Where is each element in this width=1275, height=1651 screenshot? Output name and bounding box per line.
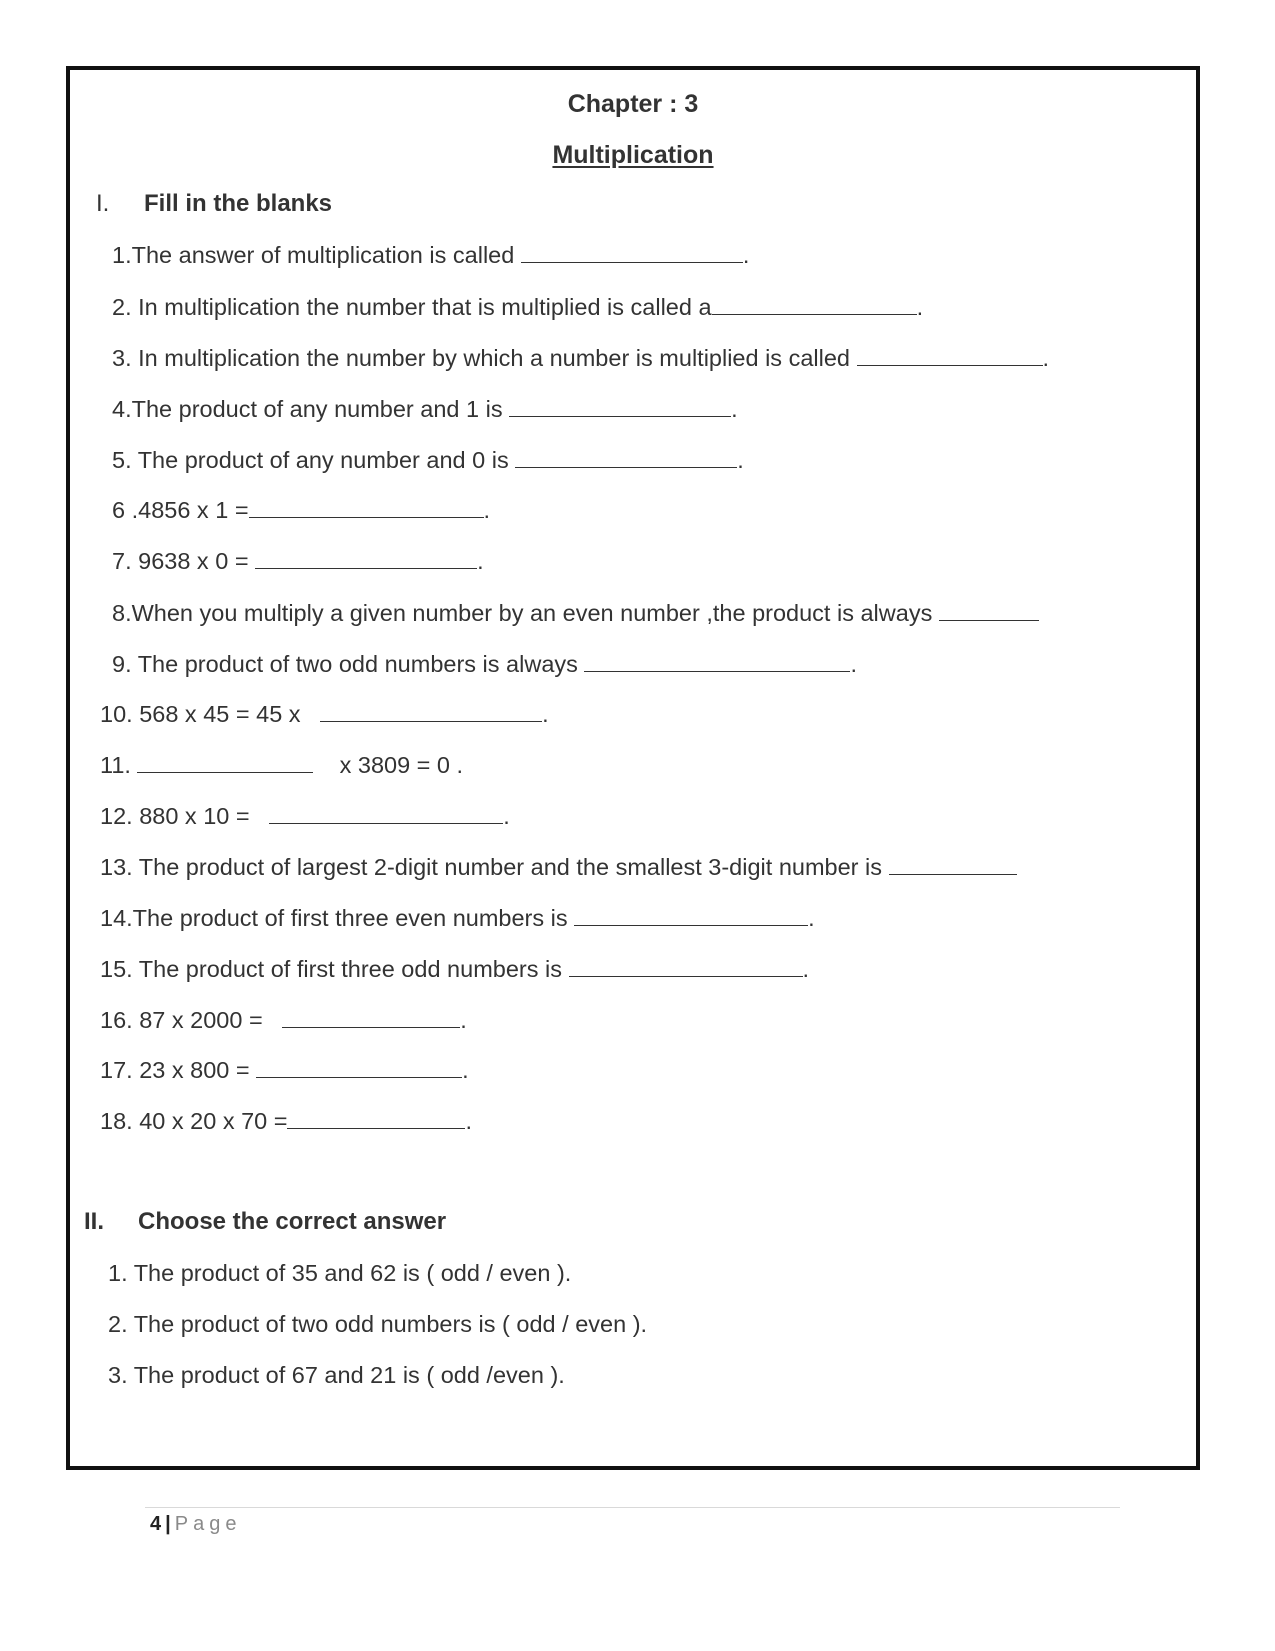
answer-blank[interactable]	[574, 907, 808, 926]
worksheet-frame	[66, 66, 1200, 1470]
answer-blank[interactable]	[256, 1059, 462, 1078]
answer-blank[interactable]	[320, 703, 542, 722]
answer-blank[interactable]	[889, 856, 1017, 875]
question-1-18: 18. 40 x 20 x 70 = .	[100, 1108, 473, 1134]
answer-blank[interactable]	[269, 805, 503, 824]
question-2-2: 2. The product of two odd numbers is ( odd / even ).	[108, 1311, 648, 1337]
question-1-4: 4.The product of any number and 1 is .	[112, 396, 738, 422]
question-1-15: 15. The product of first three odd numbers is .	[100, 956, 810, 982]
answer-blank[interactable]	[584, 653, 850, 672]
section-1-number: I.	[96, 190, 110, 217]
question-1-17: 17. 23 x 800 = .	[100, 1057, 469, 1083]
answer-blank[interactable]	[509, 398, 731, 417]
answer-blank[interactable]	[515, 449, 737, 468]
answer-blank[interactable]	[857, 347, 1043, 366]
answer-blank[interactable]	[249, 499, 484, 518]
question-1-5: 5. The product of any number and 0 is .	[112, 447, 744, 473]
question-1-10: 10. 568 x 45 = 45 x .	[100, 701, 549, 727]
question-1-1: 1.The answer of multiplication is called .	[112, 242, 750, 268]
question-1-9: 9. The product of two odd numbers is always .	[112, 651, 857, 677]
page-number: 4	[150, 1513, 162, 1535]
page-footer	[150, 1513, 241, 1536]
answer-blank[interactable]	[282, 1009, 460, 1028]
section-2-heading	[84, 1208, 446, 1236]
answer-blank[interactable]	[287, 1110, 465, 1129]
answer-blank[interactable]	[255, 550, 477, 569]
footer-separator: |	[165, 1513, 171, 1535]
section-2-number: II.	[84, 1208, 105, 1235]
page-label: Page	[174, 1513, 242, 1535]
topic-label: Multiplication	[552, 141, 714, 169]
question-2-1: 1. The product of 35 and 62 is ( odd / even ).	[108, 1260, 572, 1286]
question-1-2: 2. In multiplication the number that is multiplied is called a .	[112, 294, 924, 320]
question-1-12: 12. 880 x 10 = .	[100, 803, 510, 829]
question-1-6: 6 .4856 x 1 = .	[112, 497, 491, 523]
section-2-title: Choose the correct answer	[138, 1208, 447, 1235]
section-1-heading	[96, 190, 332, 218]
question-1-11: 11. x 3809 = 0 .	[100, 752, 464, 778]
question-1-13: 13. The product of largest 2-digit number and the smallest 3-digit number is	[100, 854, 1017, 881]
answer-blank[interactable]	[569, 958, 803, 977]
chapter-title: Chapter : 3	[567, 90, 699, 118]
topic-title	[70, 141, 1196, 170]
answer-blank[interactable]	[712, 296, 917, 315]
question-1-7: 7. 9638 x 0 = .	[112, 548, 484, 574]
question-1-14: 14.The product of first three even numbers is .	[100, 905, 815, 931]
section-1-title: Fill in the blanks	[144, 190, 333, 217]
answer-blank[interactable]	[521, 244, 743, 263]
footer-divider	[145, 1507, 1120, 1508]
answer-blank[interactable]	[939, 602, 1039, 621]
question-2-3: 3. The product of 67 and 21 is ( odd /even ).	[108, 1362, 565, 1388]
answer-blank[interactable]	[137, 754, 313, 773]
question-1-3: 3. In multiplication the number by which a number is multiplied is called .	[112, 345, 1050, 371]
question-1-16: 16. 87 x 2000 = .	[100, 1007, 467, 1033]
question-1-8: 8.When you multiply a given number by an even number ,the product is always	[112, 600, 1039, 627]
